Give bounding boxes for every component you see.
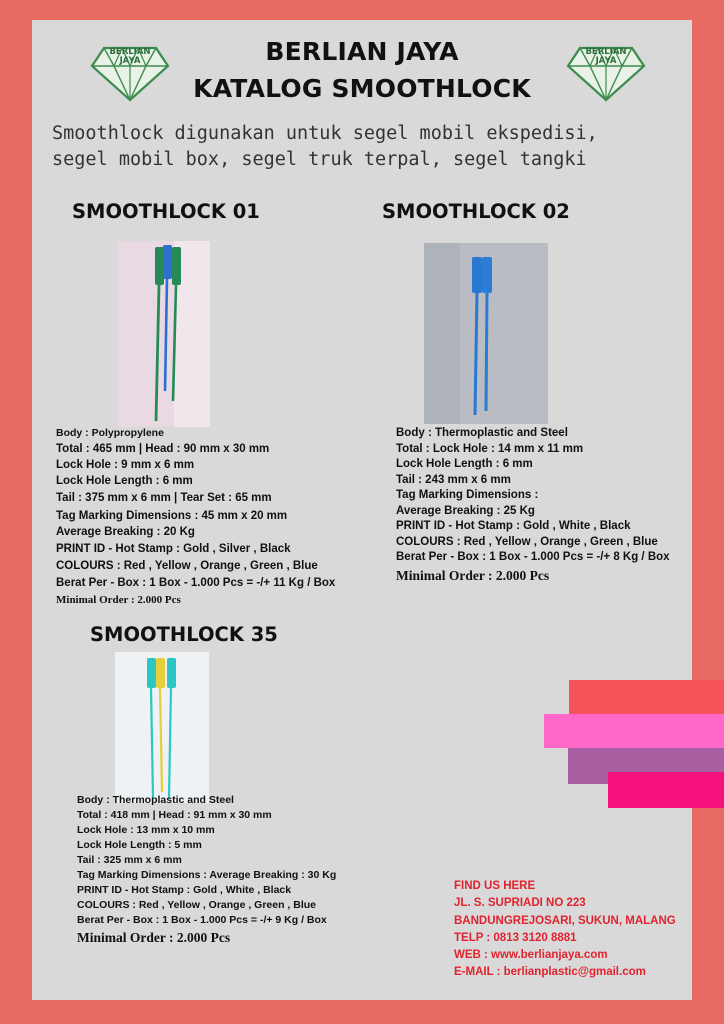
spec-line: Body : Thermoplastic and Steel <box>396 427 568 439</box>
spec-line: Tail : 325 mm x 6 mm <box>77 854 182 866</box>
intro-line1: Smoothlock digunakan untuk segel mobil ekspedisi, <box>52 123 598 144</box>
spec-line: Body : Polypropylene <box>56 427 164 439</box>
spec-line: PRINT ID - Hot Stamp : Gold , Silver , Black <box>56 543 291 555</box>
intro-text <box>52 121 682 173</box>
spec-line: Tail : 375 mm x 6 mm | Tear Set : 65 mm <box>56 492 272 504</box>
spec-line: Lock Hole Length : 6 mm <box>396 458 533 470</box>
catalog-page <box>32 20 692 1000</box>
page-title-line1: BERLIAN JAYA <box>265 37 459 66</box>
spec-line: Average Breaking : 25 Kg <box>396 504 535 517</box>
spec-line: Tag Marking Dimensions : Average Breaking : 30 Kg <box>77 869 337 881</box>
logo-text-line1: BERLIAN <box>585 47 627 57</box>
spec-line: Tag Marking Dimensions : 45 mm x 20 mm <box>56 510 288 522</box>
contact-heading: FIND US HERE <box>454 880 536 892</box>
decorative-stripe <box>544 714 724 748</box>
spec-line: Lock Hole Length : 6 mm <box>56 475 193 487</box>
min-order: Minimal Order : 2.000 Pcs <box>396 567 550 583</box>
spec-line: COLOURS : Red , Yellow , Orange , Green , Blue <box>56 560 318 572</box>
spec-line: COLOURS : Red , Yellow , Orange , Green , Blue <box>77 899 317 911</box>
contact-website: WEB : www.berlianjaya.com <box>454 949 608 962</box>
spec-line: Berat Per - Box : 1 Box - 1.000 Pcs = -/+ 11 Kg / Box <box>56 577 336 589</box>
spec-line: Lock Hole : 9 mm x 6 mm <box>56 459 195 471</box>
min-order: Minimal Order : 2.000 Pcs <box>56 594 181 606</box>
spec-line: Total : 418 mm | Head : 91 mm x 30 mm <box>77 809 272 821</box>
product-heading-smoothlock-01: SMOOTHLOCK 01 <box>72 200 260 223</box>
spec-line: COLOURS : Red , Yellow , Orange , Green , Blue <box>396 535 658 548</box>
spec-line: Total : 465 mm | Head : 90 mm x 30 mm <box>56 443 270 455</box>
contact-address-line1: JL. S. SUPRIADI NO 223 <box>454 897 586 910</box>
spec-line: Total : Lock Hole : 14 mm x 11 mm <box>396 442 584 455</box>
product-heading-smoothlock-35: SMOOTHLOCK 35 <box>90 623 278 646</box>
product-photo-smoothlock-02 <box>424 243 548 424</box>
contact-phone: TELP : 0813 3120 8881 <box>454 931 577 944</box>
min-order: Minimal Order : 2.000 Pcs <box>77 930 231 945</box>
product-specs-smoothlock-35 <box>77 793 336 948</box>
spec-line: Body : Thermoplastic and Steel <box>77 794 234 806</box>
spec-line: Lock Hole Length : 5 mm <box>77 839 202 851</box>
intro-line2: segel mobil box, segel truk terpal, segel tangki <box>52 149 587 170</box>
spec-line: PRINT ID - Hot Stamp : Gold , White , Black <box>77 884 292 896</box>
contact-info <box>454 878 676 982</box>
logo-text-line2: JAYA <box>595 56 617 66</box>
logo-text-line1: BERLIAN <box>109 47 151 57</box>
spec-line: Berat Per - Box : 1 Box - 1.000 Pcs = -/+ 8 Kg / Box <box>396 551 670 563</box>
product-heading-smoothlock-02: SMOOTHLOCK 02 <box>382 200 570 223</box>
spec-line: PRINT ID - Hot Stamp : Gold , White , Black <box>396 520 631 532</box>
product-specs-smoothlock-01 <box>56 426 335 609</box>
decorative-stripe <box>608 772 724 808</box>
spec-line: Tag Marking Dimensions : <box>396 489 539 501</box>
spec-line: Tail : 243 mm x 6 mm <box>396 473 511 486</box>
page-title-line2: KATALOG SMOOTHLOCK <box>193 74 531 103</box>
contact-address-line2: BANDUNGREJOSARI, SUKUN, MALANG <box>454 914 676 927</box>
contact-email: E-MAIL : berlianplastic@gmail.com <box>454 966 646 979</box>
product-photo-smoothlock-01 <box>118 241 210 427</box>
product-specs-smoothlock-02 <box>396 426 670 586</box>
decorative-stripe <box>569 680 724 714</box>
product-photo-smoothlock-35 <box>115 652 209 803</box>
spec-line: Lock Hole : 13 mm x 10 mm <box>77 824 215 836</box>
logo-text-line2: JAYA <box>119 56 141 66</box>
spec-line: Berat Per - Box : 1 Box - 1.000 Pcs = -/+ 9 Kg / Box <box>77 914 327 926</box>
spec-line: Average Breaking : 20 Kg <box>56 526 195 538</box>
